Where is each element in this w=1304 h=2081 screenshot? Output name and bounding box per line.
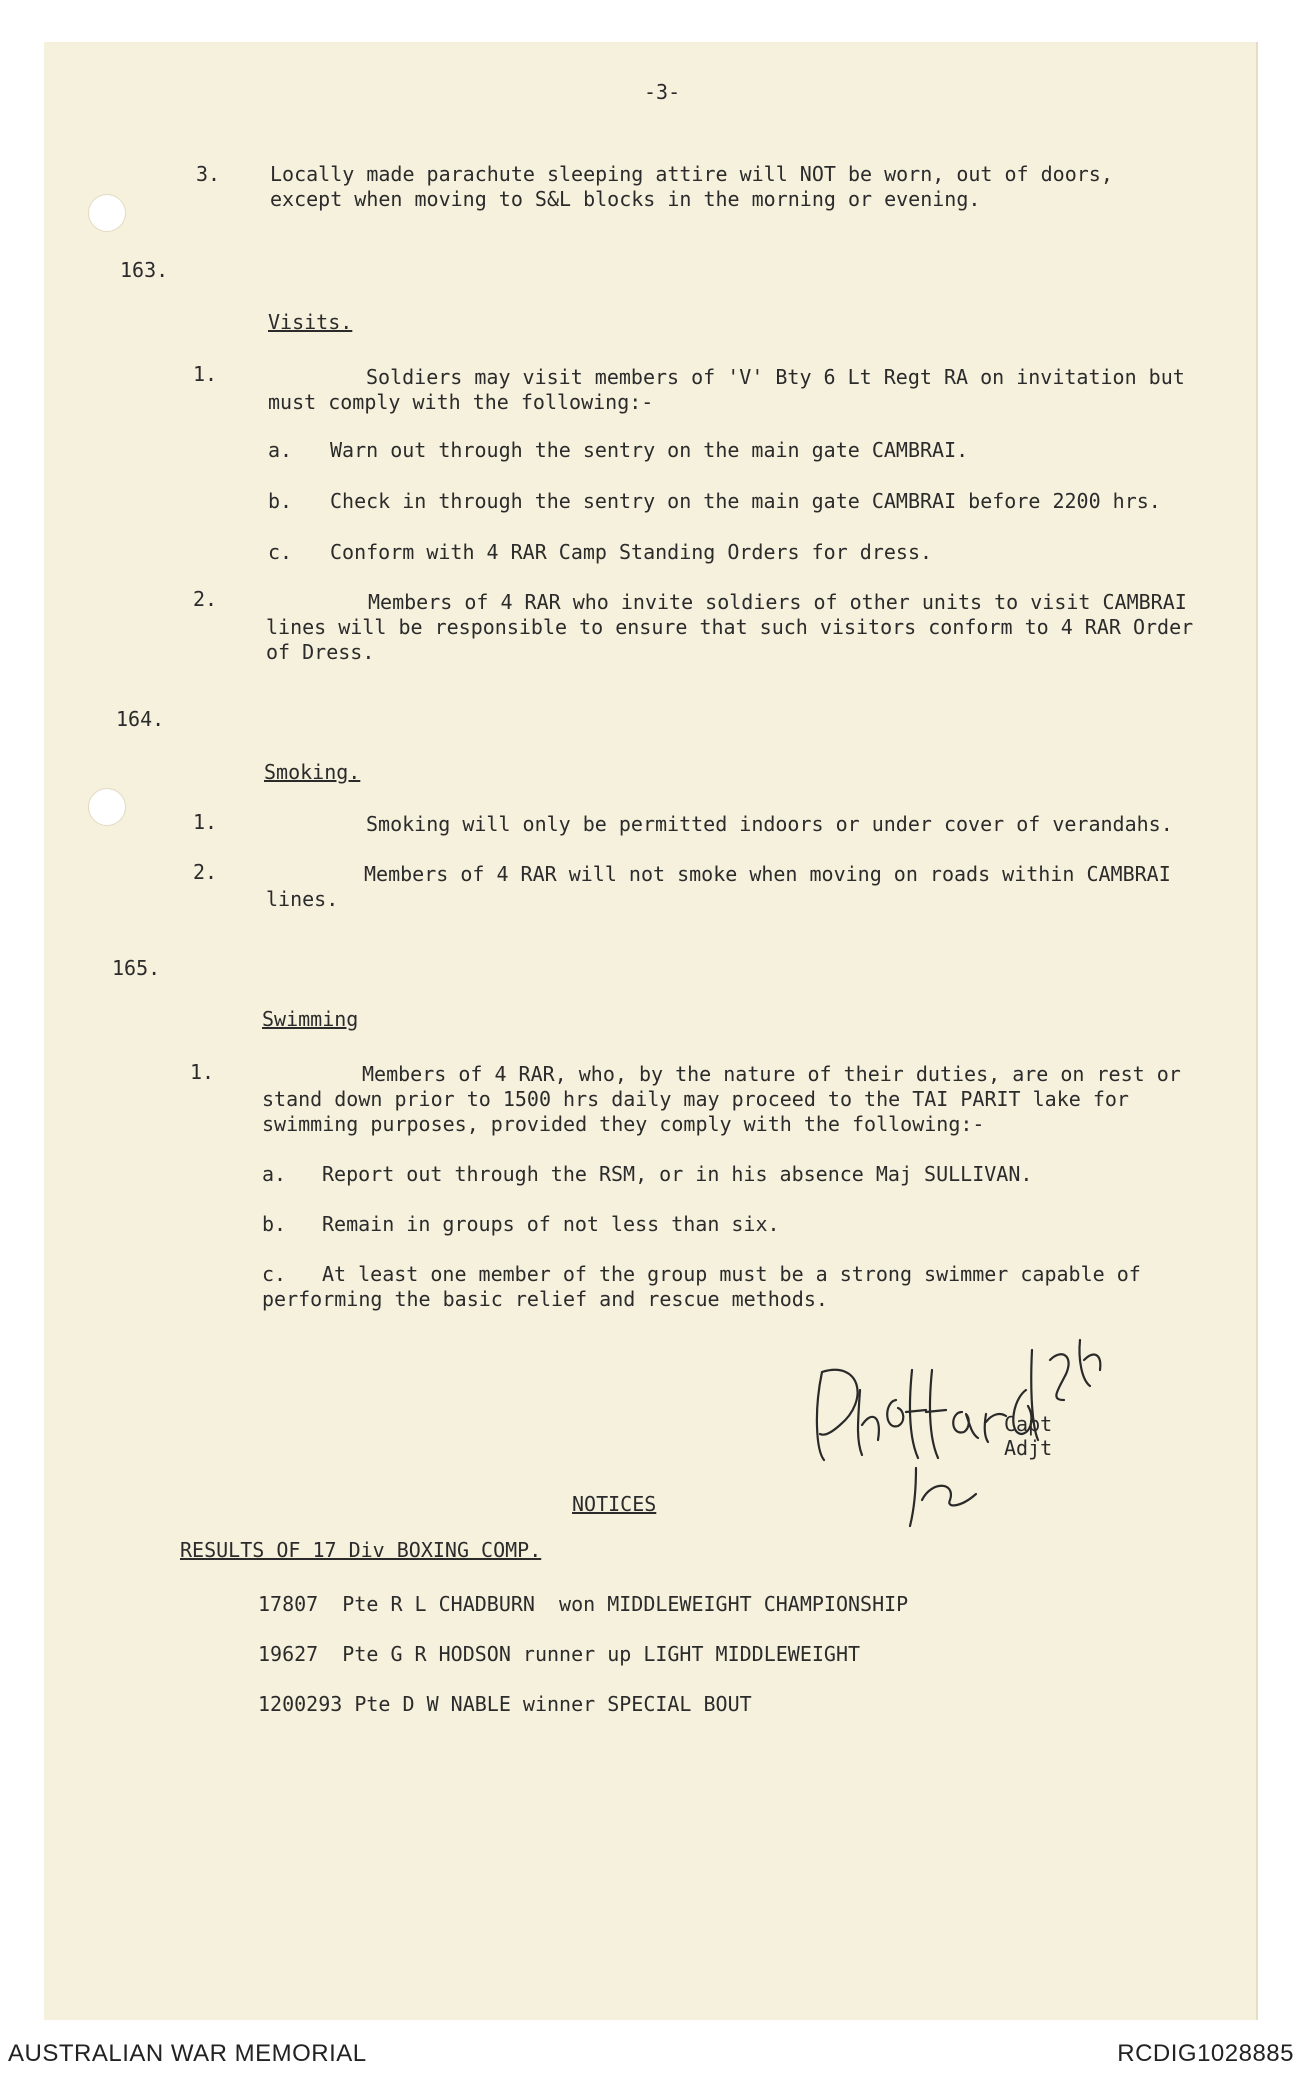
smoking-item-1-number: 1. xyxy=(193,810,218,834)
footer-institution: AUSTRALIAN WAR MEMORIAL xyxy=(8,2040,367,2067)
footer-record-id: RCDIG1028885 xyxy=(1117,2040,1294,2067)
item-3-text: Locally made parachute sleeping attire will NOT be worn, out of doors, except when moving to S&L blocks in the morning or evening. xyxy=(270,162,1113,211)
punch-hole-top xyxy=(88,194,126,232)
swimming-sub-a-label: a. xyxy=(262,1162,287,1186)
punch-hole-bottom xyxy=(88,788,126,826)
swimming-sub-a-text: Report out through the RSM, or in his absence Maj SULLIVAN. xyxy=(322,1162,1033,1186)
results-heading: RESULTS OF 17 Div BOXING COMP. xyxy=(180,1538,542,1562)
visits-heading: Visits. xyxy=(268,310,353,334)
signature-rank: Capt xyxy=(1004,1412,1053,1436)
smoking-item-1-text: Smoking will only be permitted indoors or under cover of verandahs. xyxy=(366,812,1173,836)
document-page xyxy=(44,42,1258,2020)
result-row-2: 19627 Pte G R HODSON runner up LIGHT MIDDLEWEIGHT xyxy=(258,1642,861,1666)
signature-appointment: Adjt xyxy=(1004,1436,1053,1460)
visits-sub-c-label: c. xyxy=(268,540,293,564)
swimming-heading: Swimming xyxy=(262,1007,359,1031)
visits-item-2-text: Members of 4 RAR who invite soldiers of other units to visit CAMBRAI lines will be responsible to ensure that such visitors conform to 4 RAR Order of Dress. xyxy=(266,590,1194,664)
swimming-sub-c-label: c. xyxy=(262,1262,287,1286)
visits-sub-a-label: a. xyxy=(268,438,293,462)
smoking-item-2-number: 2. xyxy=(193,860,218,884)
page-number: -3- xyxy=(644,80,681,104)
visits-item-1-number: 1. xyxy=(193,362,218,386)
result-row-1: 17807 Pte R L CHADBURN won MIDDLEWEIGHT CHAMPIONSHIP xyxy=(258,1592,909,1616)
item-3-number: 3. xyxy=(196,162,221,186)
visits-sub-b-label: b. xyxy=(268,489,293,513)
visits-item-2-number: 2. xyxy=(193,587,218,611)
smoking-item-2-text: Members of 4 RAR will not smoke when moving on roads within CAMBRAI lines. xyxy=(266,862,1171,911)
swimming-sub-b-label: b. xyxy=(262,1212,287,1236)
smoking-heading: Smoking. xyxy=(264,760,361,784)
swimming-item-1-number: 1. xyxy=(190,1060,215,1084)
result-row-3: 1200293 Pte D W NABLE winner SPECIAL BOUT xyxy=(258,1692,752,1716)
para-164-number: 164. xyxy=(116,707,165,731)
swimming-item-1-text: Members of 4 RAR, who, by the nature of their duties, are on rest or stand down prior to 1500 hrs daily may proceed to the TAI PARIT lake for swimming purposes, provided they comply with the following:- xyxy=(262,1062,1181,1136)
visits-sub-a-text: Warn out through the sentry on the main gate CAMBRAI. xyxy=(330,438,969,462)
notices-heading: NOTICES xyxy=(572,1492,657,1516)
para-165-number: 165. xyxy=(112,956,161,980)
para-163-number: 163. xyxy=(120,258,169,282)
swimming-sub-c-text: At least one member of the group must be a strong swimmer capable of performing the basic relief and rescue methods. xyxy=(262,1262,1141,1311)
swimming-sub-b-text: Remain in groups of not less than six. xyxy=(322,1212,780,1236)
visits-sub-b-text: Check in through the sentry on the main gate CAMBRAI before 2200 hrs. xyxy=(330,489,1161,513)
visits-item-1-text: Soldiers may visit members of 'V' Bty 6 Lt Regt RA on invitation but must comply with the following:- xyxy=(268,365,1185,414)
handwritten-signature xyxy=(800,1330,1110,1530)
visits-sub-c-text: Conform with 4 RAR Camp Standing Orders for dress. xyxy=(330,540,933,564)
